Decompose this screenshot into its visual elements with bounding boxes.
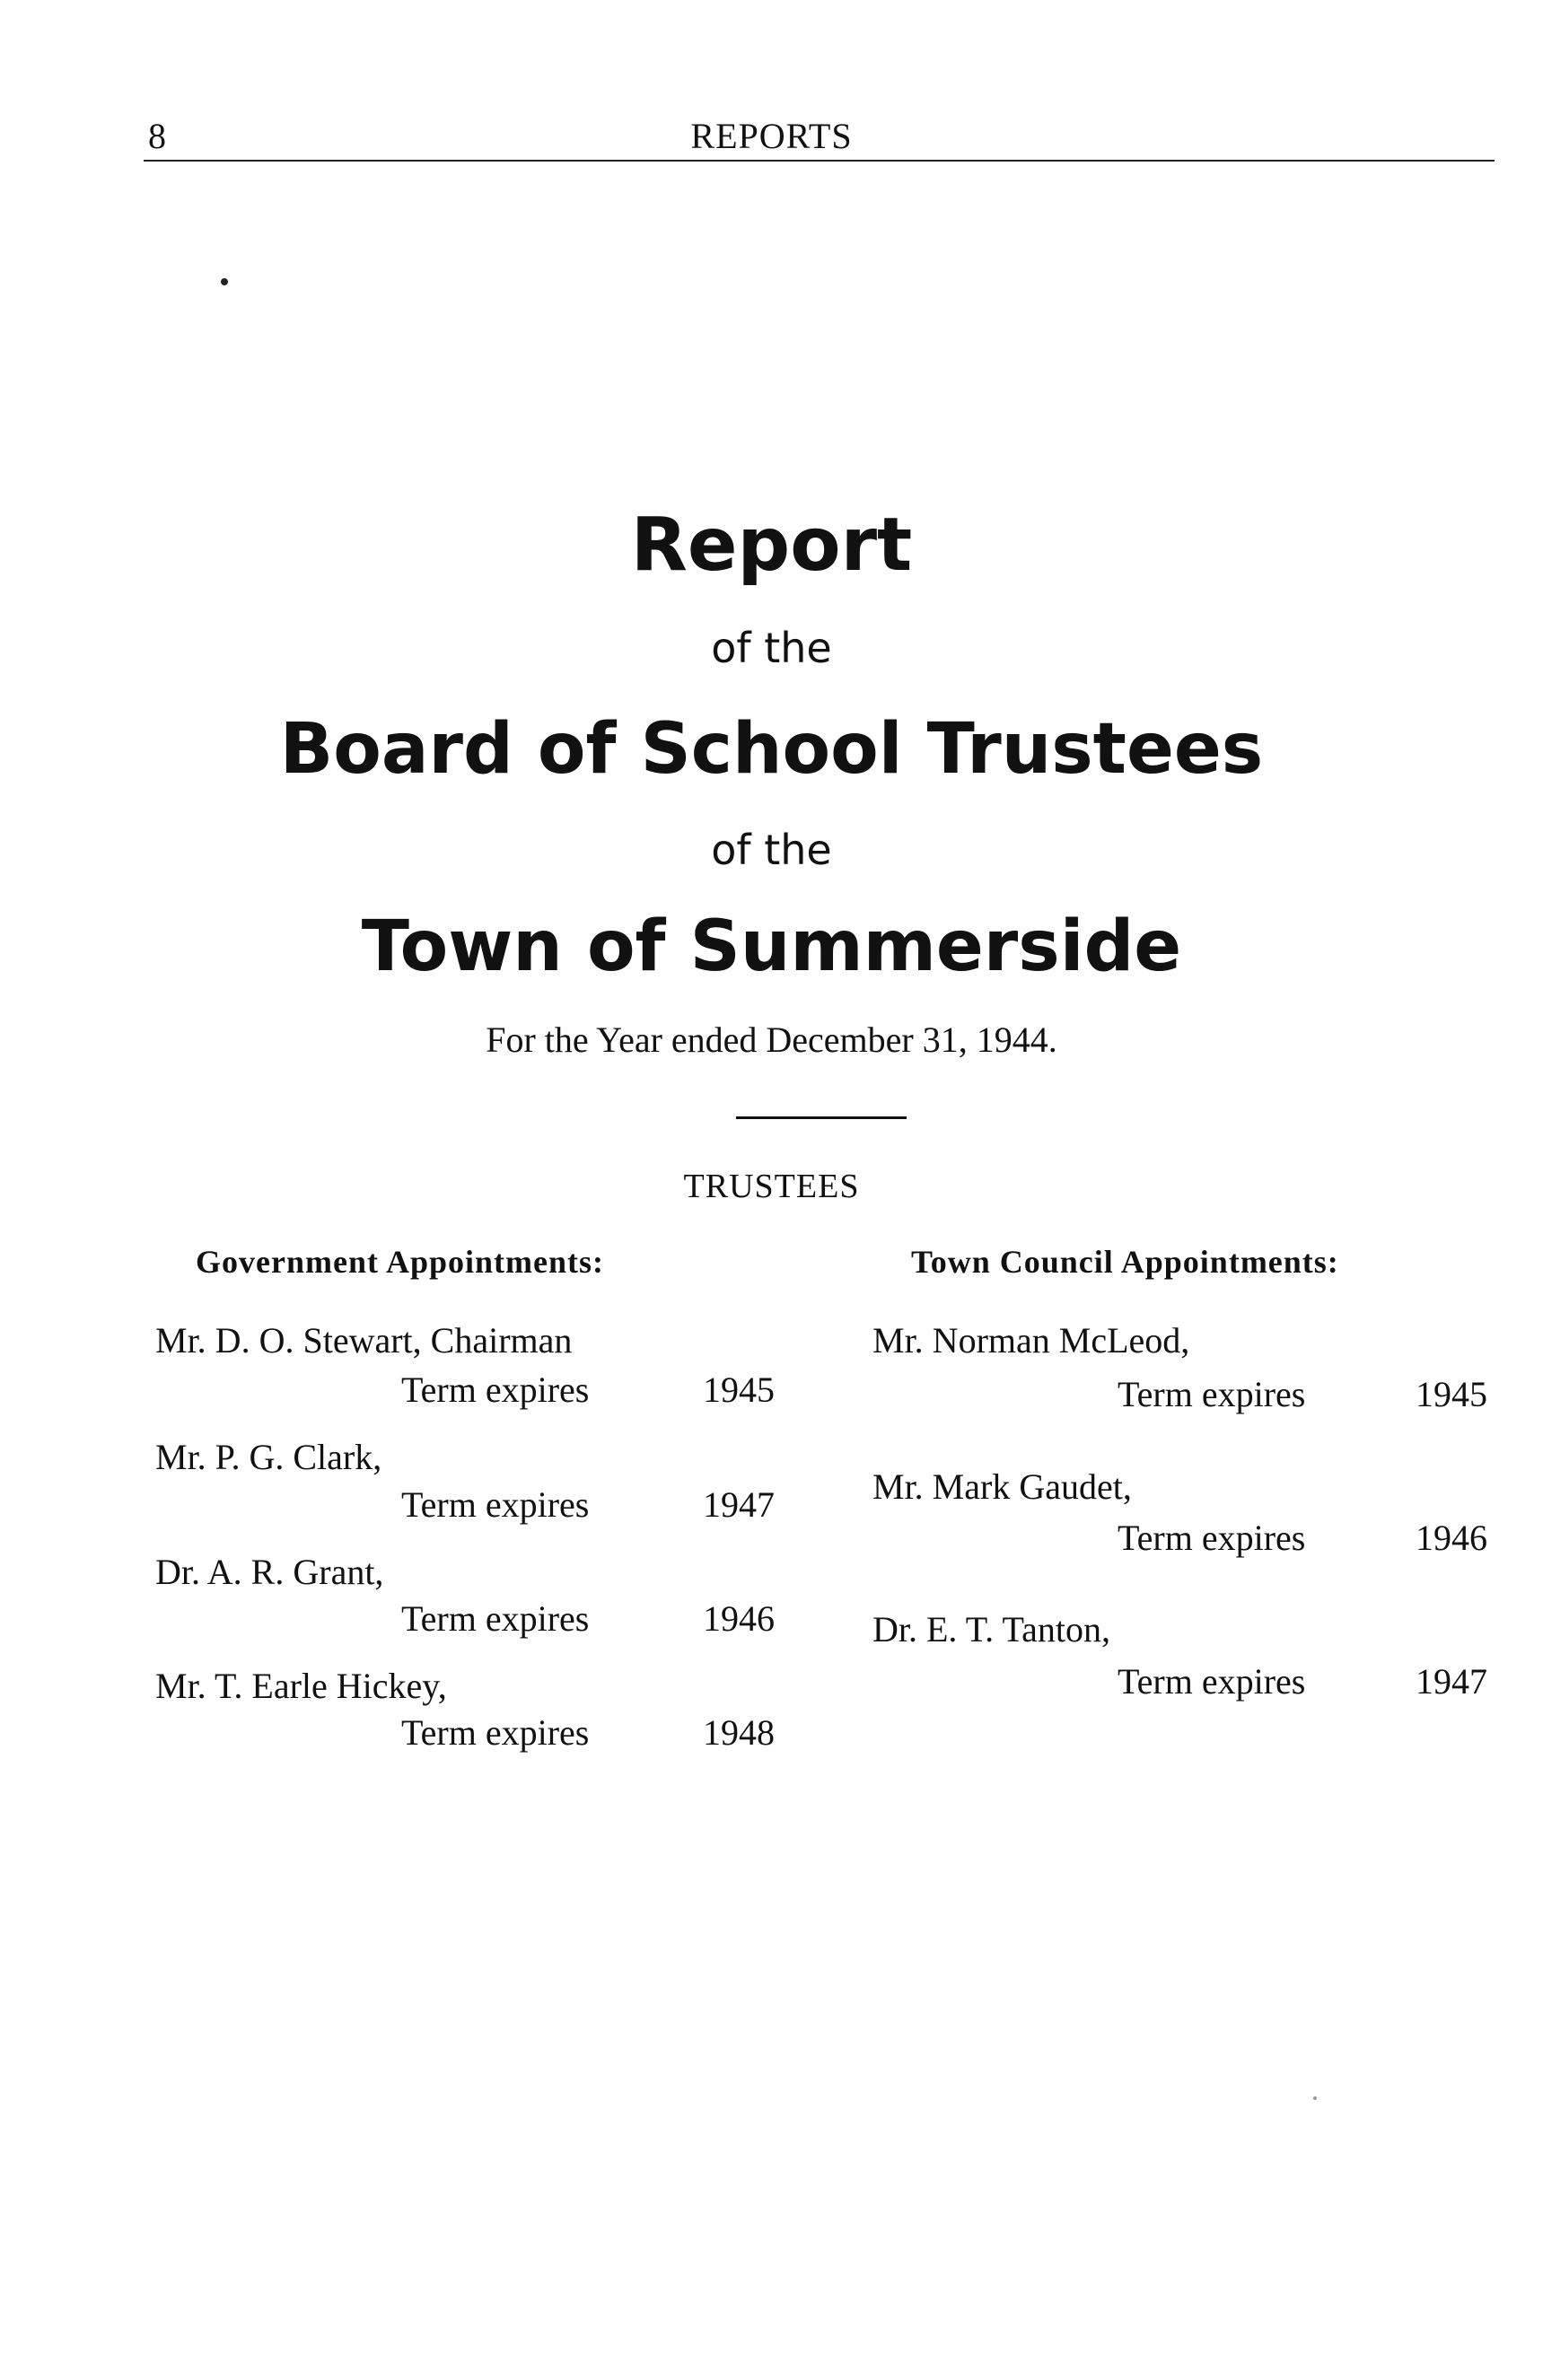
title-report: Report — [630, 503, 913, 588]
gov-member-term: Term expires — [401, 1598, 590, 1639]
town-member-name: Dr. E. T. Tanton, — [872, 1609, 1110, 1649]
gov-member-term: Term expires — [401, 1369, 590, 1410]
gov-member-year: 1945 — [703, 1369, 775, 1410]
gov-member-term: Term expires — [401, 1484, 590, 1525]
gov-member-name: Dr. A. R. Grant, — [155, 1552, 384, 1592]
title-of-the-1: of the — [711, 624, 832, 672]
town-member-name: Mr. Mark Gaudet, — [872, 1466, 1132, 1507]
town-member-term: Term expires — [1118, 1374, 1306, 1414]
gov-member-year: 1947 — [703, 1484, 775, 1525]
town-member-term: Term expires — [1118, 1518, 1306, 1558]
page-number: 8 — [148, 116, 166, 156]
gov-member-year: 1948 — [703, 1712, 775, 1753]
gov-member-name: Mr. D. O. Stewart, Chairman — [155, 1320, 573, 1361]
trustees-heading: TRUSTEES — [683, 1168, 860, 1205]
gov-member-year: 1946 — [703, 1598, 775, 1639]
town-member-term: Term expires — [1118, 1661, 1306, 1702]
gov-member-name: Mr. T. Earle Hickey, — [155, 1666, 447, 1706]
town-member-year: 1945 — [1416, 1374, 1487, 1414]
town-member-year: 1947 — [1416, 1661, 1487, 1702]
print-speck — [1313, 2096, 1317, 2100]
title-divider — [736, 1116, 907, 1119]
header-rule — [144, 160, 1495, 162]
running-title: REPORTS — [690, 116, 853, 156]
government-appointments-heading: Government Appointments: — [196, 1244, 604, 1280]
title-of-the-2: of the — [711, 826, 832, 874]
title-year-ended: For the Year ended December 31, 1944. — [486, 1019, 1057, 1060]
print-speck — [221, 278, 228, 285]
gov-member-term: Term expires — [401, 1712, 590, 1753]
town-member-name: Mr. Norman McLeod, — [872, 1320, 1190, 1361]
title-town: Town of Summerside — [361, 906, 1182, 987]
title-board: Board of School Trustees — [279, 709, 1264, 790]
town-council-appointments-heading: Town Council Appointments: — [911, 1244, 1339, 1280]
town-member-year: 1946 — [1416, 1518, 1487, 1558]
gov-member-name: Mr. P. G. Clark, — [155, 1437, 382, 1477]
